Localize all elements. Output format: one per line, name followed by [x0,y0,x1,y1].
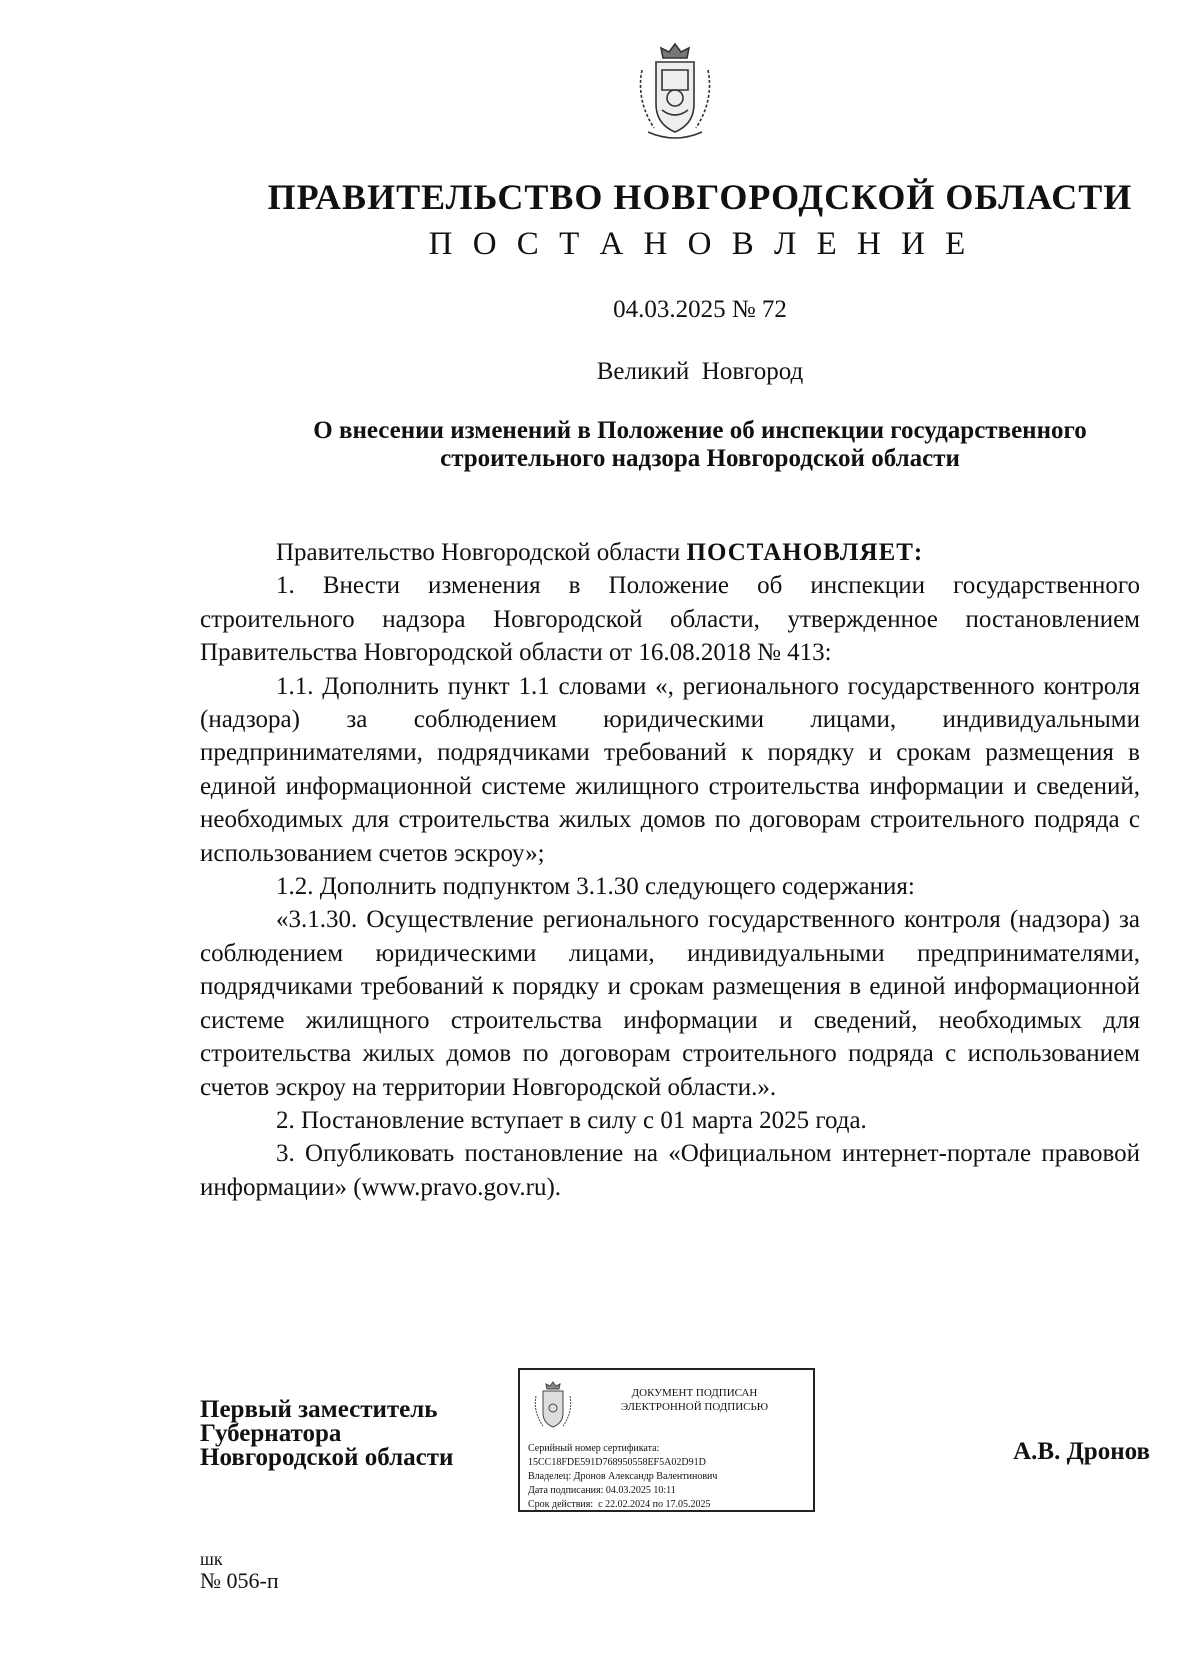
coat-of-arms-icon [532,1380,574,1432]
footer-number: № 056-п [200,1568,279,1593]
cert-validity: Срок действия: с 22.02.2024 по 17.05.2025 [528,1499,711,1510]
city: Великий Новгород [596,358,804,385]
stamp-title [580,1386,809,1414]
signed-date: Дата подписания: 04.03.2025 10:11 [528,1485,676,1496]
government-name: ПРАВИТЕЛЬСТВО НОВГОРОДСКОЙ ОБЛАСТИ [267,177,1133,217]
stamp-details [528,1442,809,1512]
position-line: Первый заместитель [200,1396,438,1423]
paragraph-3: 3. Опубликовать постановление на «Официальном интернет-портале правовой информации» (www.pravo.gov.ru). [200,1140,1140,1201]
signer-name: А.В. Дронов [1013,1438,1150,1465]
signer-position [200,1398,500,1470]
decree-body [200,536,1140,1204]
cert-number: 15CC18FDE591D768950558EF5A02D91D [528,1457,706,1468]
paragraph-1-1: 1.1. Дополнить пункт 1.1 словами «, регионального государственного контроля (надзора) за соблюдением юридическими лицами, индивидуальными предпринимателями, подрядчиками требований к порядку и срокам размещения в единой информационной системе жилищного строительства информации и сведений, необходимых для строительства жилых домов по договорам строительного подряда с использованием счетов эскроу»; [200,672,1140,867]
subject-line: О внесении изменений в Положение об инспекции государственного [313,417,1087,444]
paragraph-1-2: 1.2. Дополнить подпунктом 3.1.30 следующего содержания: [276,873,915,901]
document-type: П О С Т А Н О В Л Е Н И Е [428,226,972,262]
footer [200,1548,279,1592]
paragraph-2: 2. Постановление вступает в силу с 01 марта 2025 года. [276,1106,867,1134]
stamp-title-line: ДОКУМЕНТ ПОДПИСАН [631,1387,758,1399]
coat-of-arms-icon [632,40,718,142]
electronic-signature-stamp [518,1368,815,1512]
date-and-number: 04.03.2025 № 72 [613,296,787,323]
preamble-bold: ПОСТАНОВЛЯЕТ: [686,539,924,566]
footer-code: шк [200,1549,223,1569]
decree-subject [200,417,1200,473]
stamp-title-line: ЭЛЕКТРОННОЙ ПОДПИСЬЮ [620,1401,769,1413]
position-line: Новгородской области [200,1444,454,1471]
preamble [200,536,1140,569]
paragraph-1: 1. Внести изменения в Положение об инспекции государственного строительного надзора Новгородской области, утвержденное постановлением Правительства Новгородской области от 16.08.2018 № 413: [200,572,1140,667]
cert-owner: Владелец: Дронов Александр Валентинович [528,1471,718,1482]
preamble-text: Правительство Новгородской области [276,539,687,566]
position-line: Губернатора [200,1420,342,1447]
cert-label: Серийный номер сертификата: [528,1443,660,1454]
paragraph-1-2-quote: «3.1.30. Осуществление регионального государственного контроля (надзора) за соблюдением юридическими лицами, индивидуальными предпринимателями, подрядчиками требований к порядку и срокам размещения в единой информационной системе жилищного строительства информации и сведений, необходимых для строительства жилых домов по договорам строительного подряда с использованием счетов эскроу на территории Новгородской области.». [200,906,1140,1101]
subject-line: строительного надзора Новгородской области [440,445,960,472]
